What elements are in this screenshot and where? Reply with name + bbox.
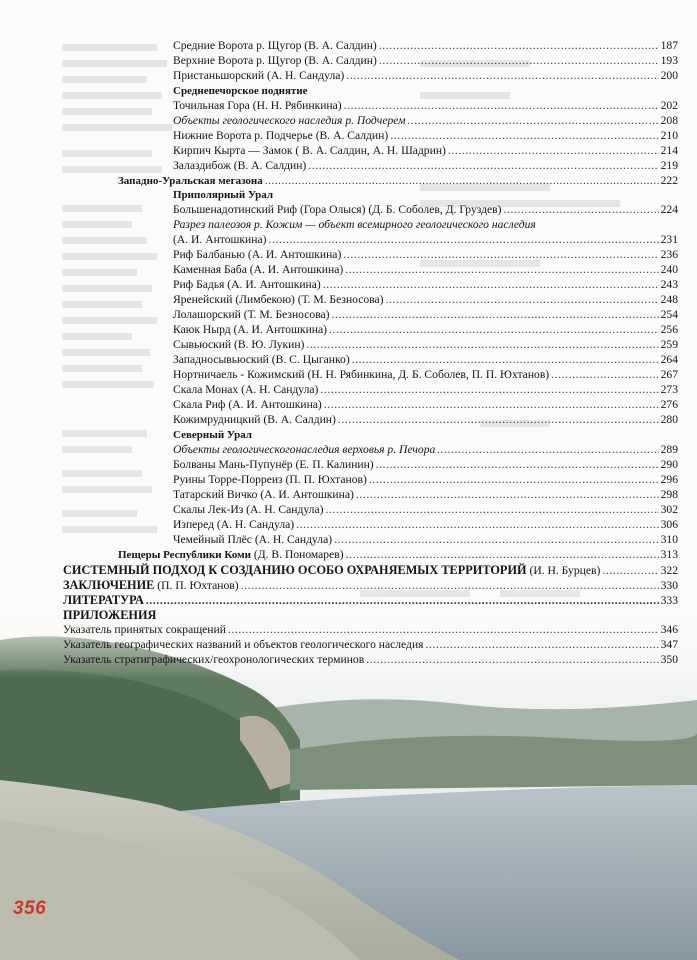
- toc-entry[interactable]: [173, 99, 678, 113]
- dot-leader: [324, 398, 659, 412]
- toc-entry-line[interactable]: [173, 218, 678, 232]
- toc-entry-title: Западно-Уральская мегазона: [118, 175, 263, 187]
- toc-entry[interactable]: [173, 488, 678, 502]
- toc-entry-title: Скала Монах (А. Н. Сандула): [173, 383, 319, 396]
- toc-entry-page: 202: [660, 99, 678, 112]
- toc-entry-title: Скала Риф (А. И. Антошкина): [173, 398, 322, 411]
- toc-entry-page: 208: [660, 114, 678, 127]
- toc-entry[interactable]: [173, 473, 678, 487]
- toc-entry-title: Руины Торре-Порреиз (П. П. Юхтанов): [173, 473, 367, 486]
- dot-leader: [352, 353, 659, 367]
- toc-entry-title: Лолашорский (Т. М. Безносова): [173, 308, 330, 321]
- section-heading: Северный Урал: [173, 429, 252, 441]
- dot-leader: [366, 653, 658, 667]
- toc-entry-page: 346: [660, 623, 678, 636]
- toc-entry-page: 240: [660, 263, 678, 276]
- dot-leader: [306, 338, 658, 352]
- dot-leader: [332, 308, 659, 322]
- toc-entry-page: 267: [660, 368, 678, 381]
- toc-entry-title: Кожимрудницкий (В. А. Салдин): [173, 413, 336, 426]
- toc-entry[interactable]: [173, 338, 678, 352]
- dot-leader: [346, 69, 658, 83]
- page-number: 356: [13, 898, 47, 919]
- dot-leader: [379, 54, 659, 68]
- dot-leader: [551, 368, 658, 382]
- toc-entry-page: 302: [660, 503, 678, 516]
- dot-leader: [241, 579, 659, 593]
- toc-entry-page: 259: [660, 338, 678, 351]
- dot-leader: [323, 278, 659, 292]
- toc-entry-page: 236: [660, 248, 678, 261]
- dot-leader: [268, 233, 658, 247]
- toc-entry[interactable]: [63, 623, 678, 637]
- dot-leader: [369, 473, 659, 487]
- toc-entry[interactable]: [118, 548, 678, 562]
- toc-entry-title: Каюк Нырд (А. И. Антошкина): [173, 323, 327, 336]
- toc-entry-page: 210: [660, 129, 678, 142]
- toc-entry-title-bold: Пещеры Республики Коми: [118, 549, 251, 561]
- toc-entry[interactable]: [173, 353, 678, 367]
- toc-entry[interactable]: [173, 518, 678, 532]
- toc-entry[interactable]: [173, 233, 678, 247]
- dot-leader: [376, 458, 659, 472]
- section-heading: ПРИЛОЖЕНИЯ: [63, 608, 157, 622]
- toc-entry-page: 289: [660, 443, 678, 456]
- toc-entry-page: 231: [660, 233, 678, 246]
- toc-entry-page: 280: [660, 413, 678, 426]
- dot-leader: [146, 594, 659, 608]
- toc-entry-title-bold: СИСТЕМНЫЙ ПОДХОД К СОЗДАНИЮ ОСОБО ОХРАНЯЕМЫХ ТЕРРИТОРИЙ: [63, 563, 527, 577]
- toc-entry[interactable]: [63, 563, 678, 578]
- dot-leader: [334, 533, 659, 547]
- toc-entry-page: 330: [660, 579, 678, 592]
- toc-entry-title: Большенадотинский Риф (Гора Олыся) (Д. Б. Соболев, Д. Груздев): [173, 203, 502, 216]
- dot-leader: [228, 623, 659, 637]
- toc-entry[interactable]: [173, 443, 678, 457]
- toc-entry-page: 313: [660, 548, 678, 561]
- toc-entry-author: (Д. В. Пономарев): [253, 548, 344, 561]
- toc-entry-author: (П. П. Юхтанов): [157, 579, 239, 592]
- toc-entry-page: 256: [660, 323, 678, 336]
- toc-entry-author: (И. Н. Бурцев): [529, 564, 601, 577]
- dot-leader: [356, 488, 659, 502]
- toc-entry[interactable]: [173, 293, 678, 307]
- toc-entry[interactable]: [173, 278, 678, 292]
- dot-leader: [308, 159, 658, 173]
- toc-entry-page: 254: [660, 308, 678, 321]
- toc-entry[interactable]: [173, 368, 678, 382]
- toc-entry-title: Риф Балбанью (А. И. Антошкина): [173, 248, 342, 261]
- dot-leader: [602, 564, 658, 578]
- dot-leader: [437, 443, 658, 457]
- toc-entry-page: 276: [660, 398, 678, 411]
- toc-entry-page: 187: [660, 39, 678, 52]
- toc-entry-title: Нижние Ворота р. Подчерье (В. А. Салдин): [173, 129, 389, 142]
- dot-leader: [296, 518, 658, 532]
- toc-entry-page: 347: [660, 638, 678, 651]
- toc-entry[interactable]: [173, 323, 678, 337]
- section-heading: Среднепечорское поднятие: [173, 85, 308, 97]
- toc-entry[interactable]: [173, 308, 678, 322]
- toc-entry[interactable]: [173, 114, 678, 128]
- dot-leader: [320, 383, 658, 397]
- toc-entry-title: Разрез палеозоя р. Кожим — объект всемирного геологического наследия: [173, 218, 536, 231]
- toc-entry[interactable]: [173, 203, 678, 217]
- toc-entry-title: Чемейный Плёс (А. Н. Сандула): [173, 533, 333, 546]
- toc-entry-title: Западносывьюский (В. С. Цыганко): [173, 353, 350, 366]
- toc-entry-title: Яренейский (Лимбекою) (Т. М. Безносова): [173, 293, 384, 306]
- toc-entry-title: Пристаньшорский (А. Н. Сандула): [173, 69, 345, 82]
- toc-entry-page: 222: [660, 174, 678, 187]
- toc-entry[interactable]: [63, 638, 678, 652]
- toc-entry-title: (А. И. Антошкина): [173, 233, 267, 246]
- toc-entry[interactable]: [63, 593, 678, 608]
- toc-entry-title: Средние Ворота р. Щугор (В. А. Салдин): [173, 39, 377, 52]
- toc-entry-title: Кирпич Кырта — Замок ( В. А. Салдин, А. Н. Шадрин): [173, 144, 446, 157]
- toc-entry[interactable]: [173, 69, 678, 83]
- toc-entry-page: 296: [660, 473, 678, 486]
- dot-leader: [426, 638, 659, 652]
- toc-entry-title: Указатель принятых сокращений: [63, 623, 226, 636]
- toc-entry-page: 214: [660, 144, 678, 157]
- toc-entry-title: Указатель стратиграфических/геохронологических терминов: [63, 653, 365, 666]
- toc-entry-page: 298: [660, 488, 678, 501]
- dot-leader: [448, 144, 659, 158]
- dot-leader: [344, 99, 659, 113]
- toc-entry[interactable]: [173, 533, 678, 547]
- toc-entry-page: 193: [660, 54, 678, 67]
- toc-entry-page: 264: [660, 353, 678, 366]
- dot-leader: [408, 114, 659, 128]
- toc-entry-title: Залаздибож (В. А. Салдин): [173, 159, 307, 172]
- toc-entry-title: Каменная Баба (А. И. Антошкина): [173, 263, 344, 276]
- toc-entry[interactable]: [173, 54, 678, 68]
- toc-entry[interactable]: [118, 174, 678, 188]
- toc-entry[interactable]: [173, 503, 678, 517]
- toc-entry-title: Нортничаель - Кожимский (Н. Н. Рябинкина, Д. Б. Соболев, П. П. Юхтанов): [173, 368, 550, 381]
- toc-entry-page: 219: [660, 159, 678, 172]
- toc-entry-page: 243: [660, 278, 678, 291]
- toc-entry-page: 224: [660, 203, 678, 216]
- dot-leader: [338, 413, 659, 427]
- toc-entry-title: Точильная Гора (Н. Н. Рябинкина): [173, 99, 342, 112]
- toc-entry-title: Сывьюский (В. Ю. Лукин): [173, 338, 305, 351]
- dot-leader: [343, 248, 658, 262]
- toc-entry-title: Скалы Лек-Из (А. Н. Сандула): [173, 503, 324, 516]
- toc-entry-title: [63, 563, 600, 578]
- toc-entry-page: 306: [660, 518, 678, 531]
- toc-entry-title: [118, 548, 344, 562]
- toc-entry[interactable]: [173, 39, 678, 53]
- toc-entry-page: 333: [660, 594, 678, 607]
- toc-entry-title-bold: ЗАКЛЮЧЕНИЕ: [63, 578, 155, 592]
- dot-leader: [325, 503, 658, 517]
- toc-entry[interactable]: [173, 398, 678, 412]
- toc-entry-title: Болваны Мань-Пупунёр (Е. П. Калинин): [173, 458, 374, 471]
- toc-entry-page: 310: [660, 533, 678, 546]
- toc-entry-page: 350: [660, 653, 678, 666]
- toc-entry-title: Татарский Вичко (А. И. Антошкина): [173, 488, 354, 501]
- toc-entry-title: Объекты геологическогонаследия верховья р. Печора: [173, 443, 436, 456]
- section-heading: Приполярный Урал: [173, 189, 274, 201]
- dot-leader: [504, 203, 659, 217]
- toc-entry[interactable]: [173, 129, 678, 143]
- dot-leader: [345, 263, 658, 277]
- toc-entry[interactable]: [173, 248, 678, 262]
- toc-entry-title: Верхние Ворота р. Щугор (В. А. Салдин): [173, 54, 377, 67]
- toc-entry[interactable]: [173, 263, 678, 277]
- toc-entry-title: Риф Бадья (А. И. Антошкина): [173, 278, 321, 291]
- toc-entry-title: Изперед (А. Н. Сандула): [173, 518, 295, 531]
- toc-entry[interactable]: [173, 413, 678, 427]
- dot-leader: [329, 323, 659, 337]
- dot-leader: [379, 39, 659, 53]
- toc-entry-title: Указатель географических названий и объектов геологического наследия: [63, 638, 424, 651]
- dot-leader: [346, 548, 659, 562]
- toc-entry[interactable]: [173, 383, 678, 397]
- toc-entry-title: Объекты геологического наследия р. Подчерем: [173, 114, 406, 127]
- toc-entry[interactable]: [63, 653, 678, 667]
- toc-entry-page: 290: [660, 458, 678, 471]
- toc-entry-page: 273: [660, 383, 678, 396]
- toc-entry-page: 200: [660, 69, 678, 82]
- toc-entry-page: 322: [660, 564, 678, 577]
- toc-entry[interactable]: [63, 578, 678, 593]
- dot-leader: [390, 129, 658, 143]
- toc-entry-title: ЛИТЕРАТУРА: [63, 593, 144, 607]
- dot-leader: [386, 293, 659, 307]
- toc-entry[interactable]: [173, 159, 678, 173]
- dot-leader: [265, 174, 659, 188]
- toc-entry[interactable]: [173, 458, 678, 472]
- toc-entry-page: 248: [660, 293, 678, 306]
- toc-entry[interactable]: [173, 144, 678, 158]
- toc-entry-title: [63, 578, 239, 593]
